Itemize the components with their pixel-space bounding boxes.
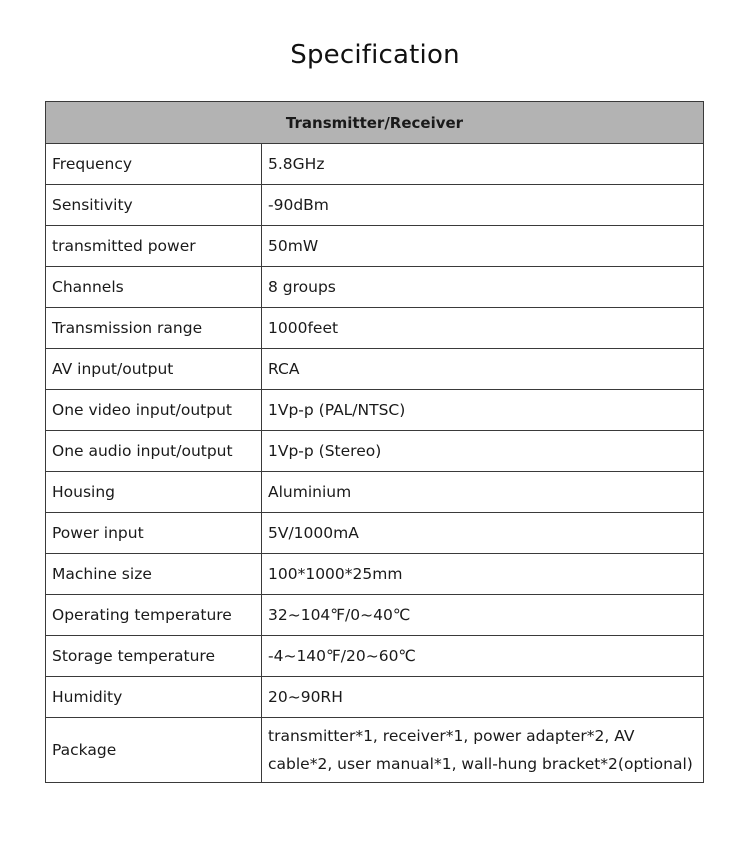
spec-label: Channels <box>46 267 262 308</box>
spec-value: -90dBm <box>262 185 704 226</box>
table-row <box>46 636 704 677</box>
table-row <box>46 472 704 513</box>
spec-label: One video input/output <box>46 390 262 431</box>
spec-label: Frequency <box>46 144 262 185</box>
table-row <box>46 554 704 595</box>
spec-value: 1Vp-p (Stereo) <box>262 431 704 472</box>
spec-label: Storage temperature <box>46 636 262 677</box>
table-row <box>46 513 704 554</box>
table-row <box>46 308 704 349</box>
spec-value: 50mW <box>262 226 704 267</box>
table-row <box>46 677 704 718</box>
spec-label: Machine size <box>46 554 262 595</box>
spec-value: Aluminium <box>262 472 704 513</box>
table-header-row <box>46 102 704 144</box>
table-row <box>46 431 704 472</box>
spec-table <box>45 101 704 783</box>
spec-label: Humidity <box>46 677 262 718</box>
spec-label: Housing <box>46 472 262 513</box>
spec-label: AV input/output <box>46 349 262 390</box>
spec-label: Power input <box>46 513 262 554</box>
spec-value: -4~140℉/20~60℃ <box>262 636 704 677</box>
spec-value: 1Vp-p (PAL/NTSC) <box>262 390 704 431</box>
table-row <box>46 144 704 185</box>
table-row <box>46 185 704 226</box>
spec-value: transmitter*1, receiver*1, power adapter*2, AV cable*2, user manual*1, wall-hung bracket*2(optional) <box>262 718 704 783</box>
table-header: Transmitter/Receiver <box>46 102 704 144</box>
spec-value: 100*1000*25mm <box>262 554 704 595</box>
table-row <box>46 349 704 390</box>
spec-value: RCA <box>262 349 704 390</box>
spec-value: 5V/1000mA <box>262 513 704 554</box>
table-row <box>46 226 704 267</box>
table-row <box>46 718 704 783</box>
spec-value: 8 groups <box>262 267 704 308</box>
spec-label: Package <box>46 718 262 783</box>
spec-label: Transmission range <box>46 308 262 349</box>
table-row <box>46 390 704 431</box>
spec-value: 1000feet <box>262 308 704 349</box>
spec-value: 5.8GHz <box>262 144 704 185</box>
spec-label: transmitted power <box>46 226 262 267</box>
table-row <box>46 595 704 636</box>
table-row <box>46 267 704 308</box>
spec-label: One audio input/output <box>46 431 262 472</box>
page-title: Specification <box>290 40 460 70</box>
spec-label: Sensitivity <box>46 185 262 226</box>
spec-label: Operating temperature <box>46 595 262 636</box>
spec-value: 32~104℉/0~40℃ <box>262 595 704 636</box>
spec-value: 20~90RH <box>262 677 704 718</box>
